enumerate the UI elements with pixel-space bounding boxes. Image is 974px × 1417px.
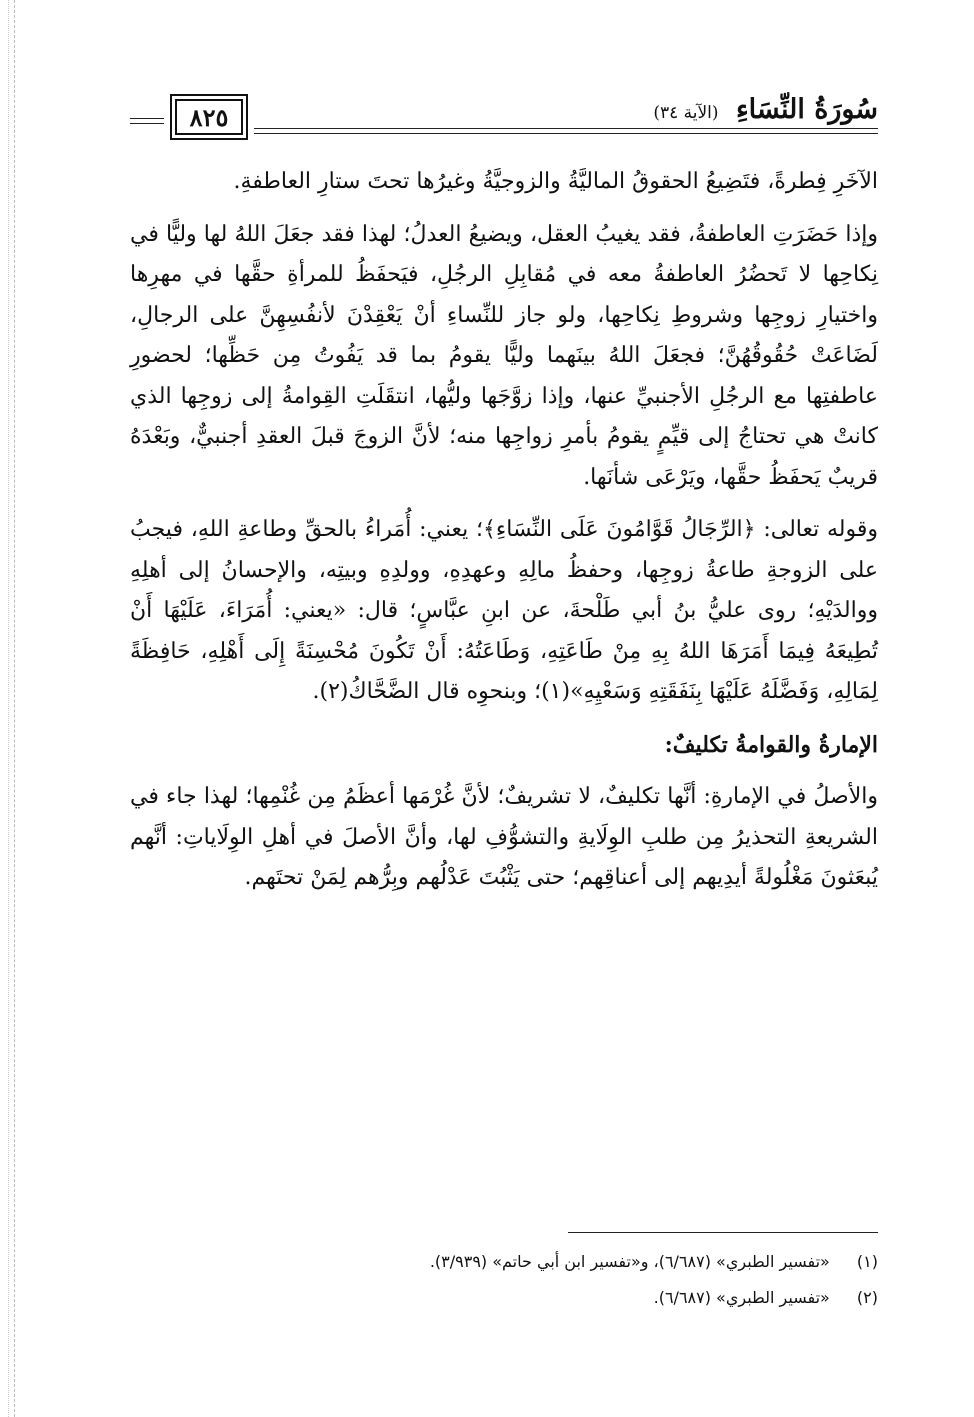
running-title (653, 94, 878, 125)
footnote-number: (١) (856, 1252, 878, 1271)
footnotes (130, 1244, 878, 1316)
page-number-box (170, 94, 248, 140)
section-heading: الإمارةُ والقوامةُ تكليفٌ: (664, 731, 878, 758)
surah-title: سُورَةُ النِّسَاءِ (735, 94, 878, 125)
page-number: ٨٢٥ (189, 102, 229, 132)
ayah-reference: (الآية ٣٤) (653, 103, 719, 123)
page-header (130, 88, 878, 148)
header-rule-left (130, 118, 164, 124)
header-rule (254, 128, 878, 134)
paragraph: وإذا حَضَرَتِ العاطفةُ، فقد يغيبُ العقل، ويضيعُ العدلُ؛ لهذا فقد جعَلَ اللهُ لها وليًّا في نِكاحِها لا تَحضُرُ العاطفةُ معه في مُقابِلِ الرجُلِ، فيَحفَظُ للمرأةِ حقَّها في مهرِها واختيارِ زوجِها وشروطِ نِكاحِها، ولو جاز للنِّساءِ أنْ يَعْقِدْنَ لأنفُسِهِنَّ على الرجالِ، لَضَاعَتْ حُقُوقُهُنَّ؛ فجعَلَ اللهُ بينَهما وليًّا يقومُ بما قد يَفُوتُ مِن حَظِّها؛ لحضورِ عاطفتِها مع الرجُلِ الأجنبيِّ عنها، وإذا زوَّجَها وليُّها، انتقَلَتِ القِوامةُ إلى زوجِها الذي كانتْ هي تحتاجُ إلى قيِّمٍ يقومُ بأمرِ زواجِها منه؛ لأنَّ الزوجَ قبلَ العقدِ أجنبيٌّ، وبَعْدَهُ قريبٌ يَحفَظُ حقَّها، ويَرْعَى شأنَها. (130, 221, 878, 490)
paragraph: الآخَرِ فِطرةً، فتَضِيعُ الحقوقُ الماليَّةُ والزوجيَّةُ وغيرُها تحتَ ستارِ العاطفةِ. (233, 169, 878, 194)
footnote-separator (568, 1232, 878, 1233)
scan-edge-line (8, 0, 10, 1417)
paragraph: وقوله تعالى: ﴿الرِّجَالُ قَوَّامُونَ عَلَى النِّسَاءِ﴾؛ يعني: أُمَراءُ بالحقِّ وطاعةِ اللهِ، فيجبُ على الزوجةِ طاعةُ زوجِها، وحفظُ مالِهِ وعهدِهِ، وولدِهِ وبيتِه، والإحسانُ إلى أهلِهِ ووالدَيْهِ؛ روى عليُّ بنُ أبي طَلْحةَ، عن ابنِ عبَّاسٍ؛ قال: «يعني: أُمَرَاءَ، عَلَيْهَا أَنْ تُطِيعَهُ فِيمَا أَمَرَهَا اللهُ بِهِ مِنْ طَاعَتِهِ، وَطَاعَتُهُ: أَنْ تَكُونَ مُحْسِنَةً إِلَى أَهْلِهِ، حَافِظَةً لِمَالِهِ، وَفَضَّلَهُ عَلَيْهَا بِنَفَقَتِهِ وَسَعْيِهِ»(١)؛ وبنحوِه قال الضَّحَّاكُ(٢). (130, 517, 878, 704)
paragraph: والأصلُ في الإمارةِ: أنَّها تكليفٌ، لا تشريفٌ؛ لأنَّ غُرْمَها أعظَمُ مِن غُنْمِها؛ لهذا جاء في الشريعةِ التحذيرُ مِن طلبِ الوِلَايةِ والتشوُّفِ لها، وأنَّ الأصلَ في أهلِ الوِلَاياتِ: أنَّهم يُبعَثونَ مَغْلُولةً أيدِيهم إلى أعناقِهم؛ حتى يَثْبُتَ عَدْلُهم وبِرُّهم لِمَنْ تحتَهم. (130, 784, 878, 890)
footnote (130, 1244, 878, 1280)
footnote-text: «تفسير الطبري» (٦/٦٨٧)، و«تفسير ابن أبي حاتم» (٣/٩٣٩). (429, 1252, 830, 1271)
footnote-number: (٢) (856, 1288, 878, 1307)
footnote (130, 1280, 878, 1316)
footnote-text: «تفسير الطبري» (٦/٦٨٧). (653, 1288, 830, 1307)
main-text (130, 162, 878, 899)
